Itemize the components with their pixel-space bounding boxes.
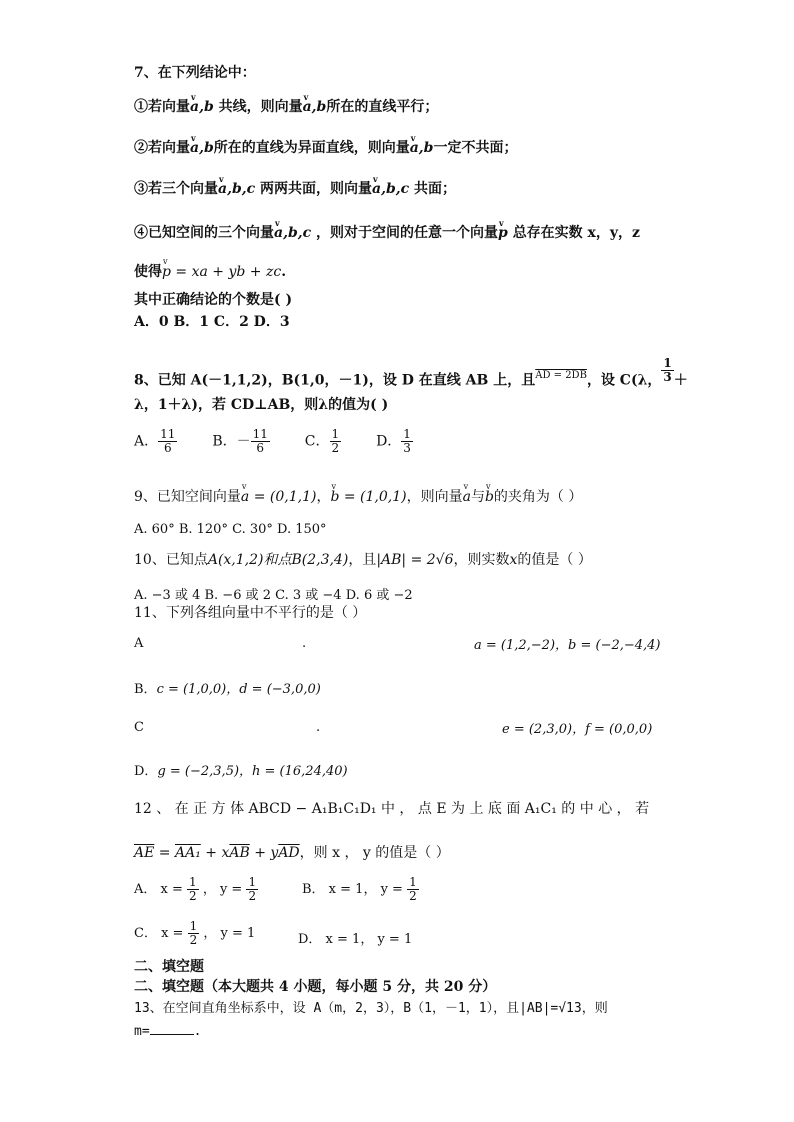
q9-options: A. 60° B. 120° C. 30° D. 150° bbox=[134, 522, 327, 537]
vector-abc: v a,b,c bbox=[274, 224, 311, 242]
q7-statement-4: ④已知空间的三个向量v a,b,c ，则对于空间的任意一个向量v p 总存在实数 x，y，z bbox=[134, 224, 640, 242]
q12-option-b: B． x = 1， y = $\frac{1}{2}$ bbox=[302, 875, 417, 903]
fraction: $\frac{1}{2}$ bbox=[409, 875, 417, 903]
q11-option-a-vectors: a = (1,2,−2)，b = (−2,−4,4) bbox=[474, 638, 661, 653]
q8-options: A． $\frac{11}{6}$ B．－ $\frac{11}{6}$ C． $\frac{1}{2}$ D． $\frac{1}{3}$ bbox=[134, 427, 411, 455]
q13-stem-cont: m= . bbox=[134, 1024, 202, 1039]
fraction: $\frac{1}{2}$ bbox=[248, 875, 257, 903]
q7-statement-4-cont: 使得v p = xa + yb + zc. bbox=[134, 263, 286, 281]
vector-ab: v a,b bbox=[190, 139, 214, 157]
q11-option-c-vectors: e = (2,3,0)，f = (0,0,0) bbox=[502, 722, 653, 737]
fraction: $\frac{1}{2}$ bbox=[189, 875, 197, 903]
q8-vector-condition: AD = 2DB bbox=[535, 370, 587, 381]
fraction: $\frac{1}{2}$ bbox=[331, 427, 340, 455]
q10-options: A. −3 或 4 B. −6 或 2 C. 3 或 −4 D. 6 或 −2 bbox=[134, 588, 413, 603]
fraction: $\frac{11}{6}$ bbox=[252, 427, 268, 455]
q7-options: A．0 B．1 C．2 D．3 bbox=[134, 314, 290, 330]
q12-vector-equation: $\overline{AE} = AA_1 + x\overline{AB} + y\overline{AD}$，则 x ， y 的值是（ ） bbox=[134, 845, 450, 861]
fraction: $\frac{1}{3}$ bbox=[403, 427, 411, 455]
vector-p: v p bbox=[498, 224, 508, 242]
answer-blank[interactable] bbox=[150, 1022, 194, 1035]
q8-stem-cont: λ，1＋λ)，若 CD⊥AB，则λ的值为( ) bbox=[134, 397, 389, 413]
section-title: 二、填空题 bbox=[134, 959, 204, 975]
q8-stem: 8、已知 A(－1,1,2)，B(1,0，－1)，设 D 在直线 AB 上，且$^{AD = 2DB}$，设 C(λ， $\frac{1}{3}$ ＋ bbox=[134, 356, 688, 389]
vector-a-definition: v a = (0,1,1) bbox=[241, 488, 317, 506]
vector-ab: v a,b bbox=[190, 98, 214, 116]
q7-ask: 其中正确结论的个数是( ) bbox=[134, 292, 293, 308]
q11-option-c-label: C bbox=[134, 720, 144, 735]
vector-abc: v a,b,c bbox=[372, 180, 409, 198]
q12-option-d: D． x = 1， y = 1 bbox=[298, 932, 413, 947]
q7-statement-2: ②若向量v a,b所在的直线为异面直线，则向量v a,b一定不共面； bbox=[134, 139, 517, 157]
q12-stem: 12 、 在 正 方 体 ABCD − A₁B₁C₁D₁ 中 ， 点 E 为 上 底 面 A₁C₁ 的 中 心 ， 若 bbox=[134, 801, 650, 817]
q12-option-a: A． x = $\frac{1}{2}$ ， y = $\frac{1}{2}$ bbox=[134, 875, 257, 903]
q13-stem: 13、在空间直角坐标系中，设 A（m，2，3），B（1，－1，1），且|AB|=√13，则 bbox=[134, 1001, 608, 1016]
fraction: $\frac{1}{2}$ bbox=[189, 919, 198, 947]
q10-stem: 10、已知点A(x,1,2)和点B(2,3,4)，且|AB| = 2√6，则实数x的值是（ ） bbox=[134, 552, 592, 568]
fraction-one-third: $\frac{1}{3}$ bbox=[663, 356, 672, 384]
vector-ab: v a,b bbox=[410, 139, 434, 157]
vector-ab: v a,b bbox=[303, 98, 327, 116]
section-subtitle: 二、填空题（本大题共 4 小题，每小题 5 分，共 20 分） bbox=[134, 979, 497, 995]
vector-b-definition: v b = (1,0,1) bbox=[330, 488, 406, 506]
q11-option-a-dot: . bbox=[302, 636, 307, 651]
q7-statement-1: ①若向量v a,b 共线，则向量v a,b所在的直线平行； bbox=[134, 98, 438, 116]
q11-option-a-label: A bbox=[134, 636, 144, 651]
q12-option-c: C． x = $\frac{1}{2}$ ， y = 1 bbox=[134, 919, 256, 947]
q11-option-d: D．g = (−2,3,5)，h = (16,24,40) bbox=[134, 764, 348, 779]
q11-option-c-dot: . bbox=[316, 720, 321, 735]
fraction: $\frac{11}{6}$ bbox=[160, 427, 176, 455]
q7-statement-3: ③若三个向量v a,b,c 两两共面，则向量v a,b,c 共面； bbox=[134, 180, 456, 198]
linear-combination-equation: v p = xa + yb + zc bbox=[162, 263, 281, 281]
q9-stem: 9、已知空间向量v a = (0,1,1)，v b = (1,0,1)，则向量v a与v b的夹角为（ ） bbox=[134, 488, 582, 506]
vector-abc: v a,b,c bbox=[218, 180, 255, 198]
q11-stem: 11、下列各组向量中不平行的是（ ） bbox=[134, 605, 367, 621]
q11-option-b: B．c = (1,0,0)，d = (−3,0,0) bbox=[134, 682, 321, 697]
q7-stem: 7、在下列结论中： bbox=[134, 65, 256, 81]
